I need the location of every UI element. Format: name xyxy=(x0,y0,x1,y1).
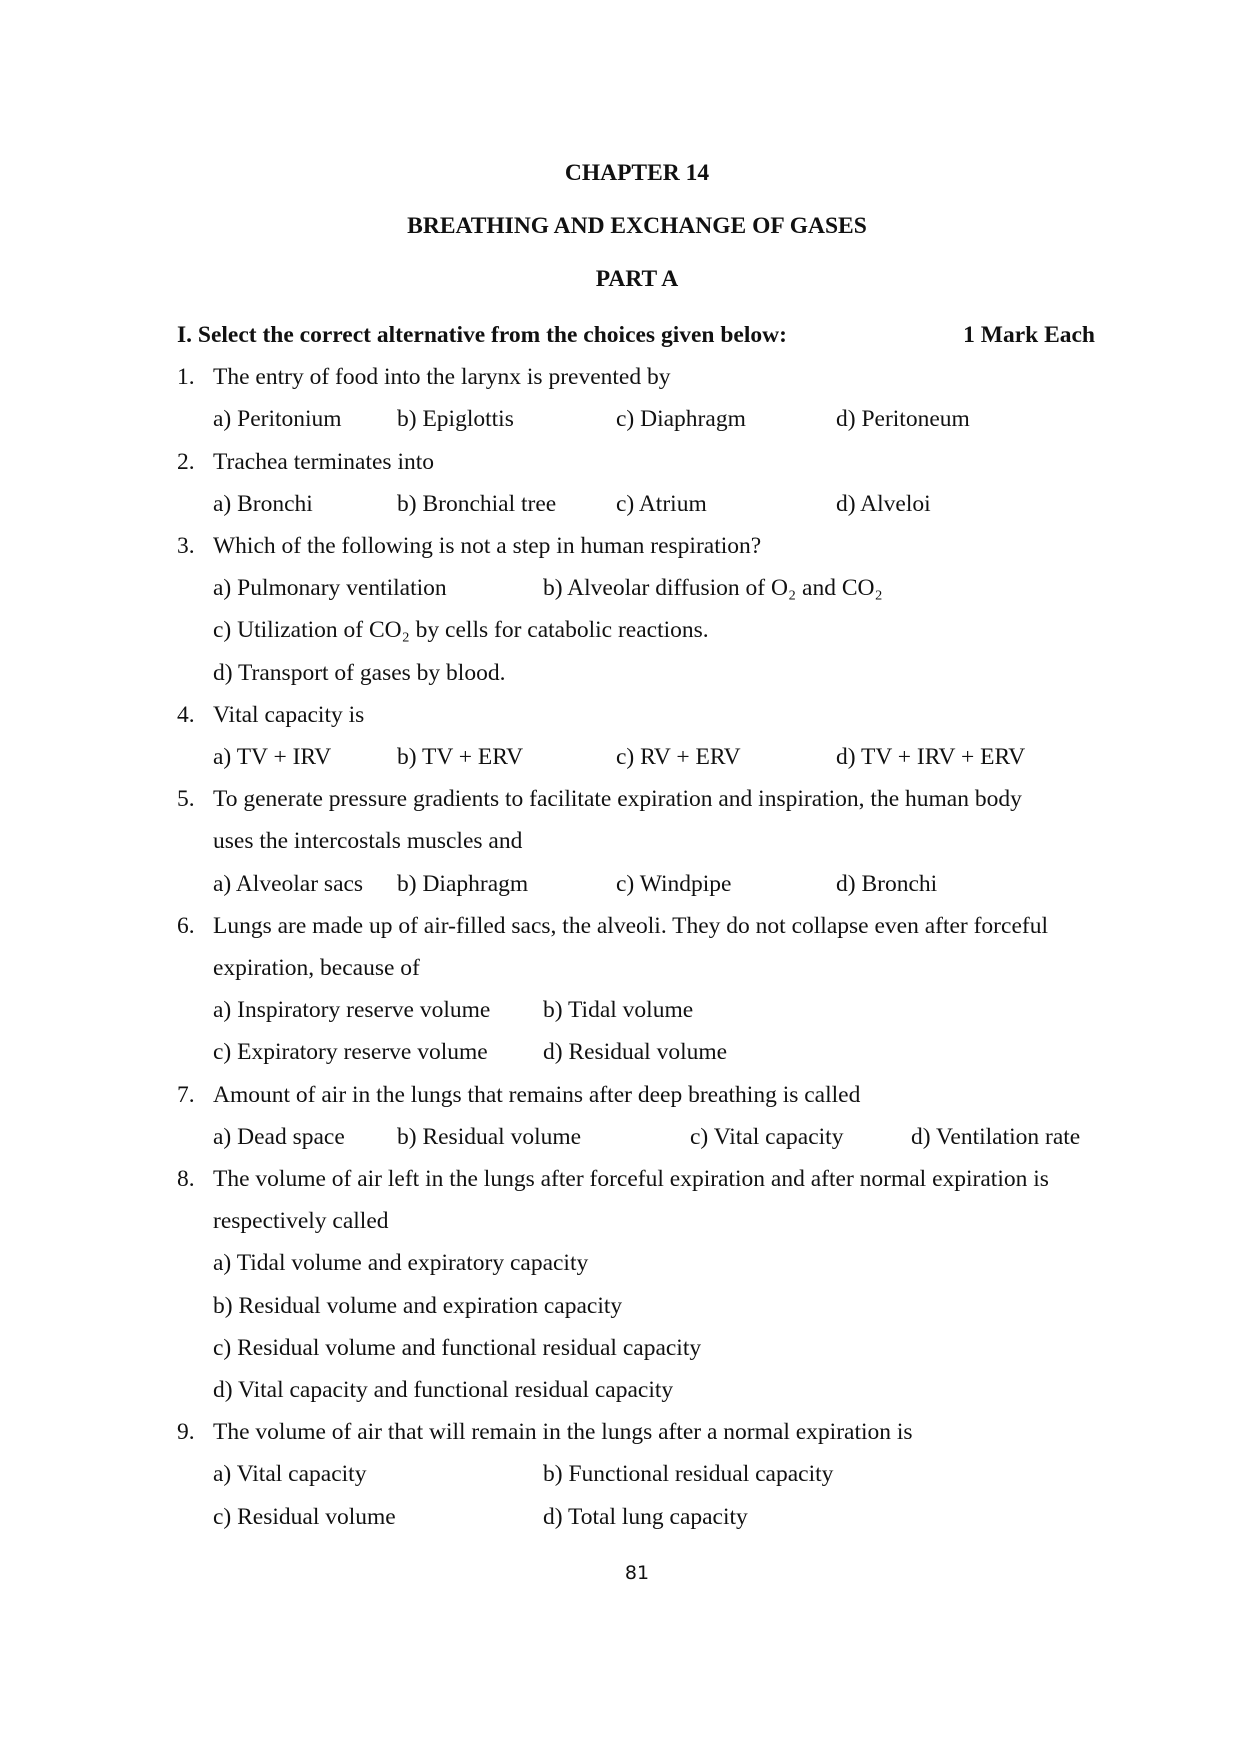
option: d) Residual volume xyxy=(543,1039,728,1065)
part-heading: PART A xyxy=(595,266,679,292)
chapter-number: CHAPTER 14 xyxy=(564,160,710,186)
option: a) Vital capacity xyxy=(213,1461,367,1487)
question-number: 1. xyxy=(177,364,195,390)
option: c) Residual volume and functional residual capacity xyxy=(213,1335,702,1361)
question-stem: respectively called xyxy=(213,1208,389,1234)
option: c) Residual volume xyxy=(213,1504,396,1530)
question-stem: The volume of air left in the lungs after forceful expiration and after normal expiration is xyxy=(213,1166,1049,1192)
option: c) Windpipe xyxy=(616,871,732,897)
option: b) Tidal volume xyxy=(543,997,694,1023)
question-stem: Lungs are made up of air-filled sacs, the alveoli. They do not collapse even after forceful xyxy=(213,913,1048,939)
question-stem: Amount of air in the lungs that remains after deep breathing is called xyxy=(213,1082,861,1108)
option: a) Inspiratory reserve volume xyxy=(213,997,491,1023)
option: a) Alveolar sacs xyxy=(213,871,364,897)
option: c) Expiratory reserve volume xyxy=(213,1039,488,1065)
option: c) Vital capacity xyxy=(690,1124,844,1150)
question-number: 2. xyxy=(177,449,195,475)
option: d) Ventilation rate xyxy=(911,1124,1081,1150)
question-number: 4. xyxy=(177,702,195,728)
option: b) Bronchial tree xyxy=(397,491,557,517)
question-stem: The volume of air that will remain in the lungs after a normal expiration is xyxy=(213,1419,913,1445)
option: c) Atrium xyxy=(616,491,707,517)
option: a) Peritonium xyxy=(213,406,342,432)
option: a) Tidal volume and expiratory capacity xyxy=(213,1250,589,1276)
page-number: 81 xyxy=(624,1562,650,1584)
question-stem: The entry of food into the larynx is prevented by xyxy=(213,364,671,390)
option: b) Alveolar diffusion of O₂ and CO₂ xyxy=(543,575,883,601)
question-number: 8. xyxy=(177,1166,195,1192)
question-stem: Trachea terminates into xyxy=(213,449,435,475)
option: d) TV + IRV + ERV xyxy=(836,744,1026,770)
option: d) Transport of gases by blood. xyxy=(213,660,506,686)
option: d) Peritoneum xyxy=(836,406,970,432)
question-stem: To generate pressure gradients to facilitate expiration and inspiration, the human body xyxy=(213,786,1022,812)
option: b) Epiglottis xyxy=(397,406,514,432)
section-instruction: I. Select the correct alternative from the choices given below: xyxy=(177,322,787,348)
option: b) Residual volume xyxy=(397,1124,582,1150)
marks-label: 1 Mark Each xyxy=(963,322,1095,348)
option: a) TV + IRV xyxy=(213,744,332,770)
option: b) Functional residual capacity xyxy=(543,1461,834,1487)
option: a) Dead space xyxy=(213,1124,345,1150)
option: c) Utilization of CO₂ by cells for catabolic reactions. xyxy=(213,617,709,643)
question-stem: expiration, because of xyxy=(213,955,420,981)
option: c) Diaphragm xyxy=(616,406,746,432)
chapter-title: BREATHING AND EXCHANGE OF GASES xyxy=(407,213,867,239)
option: b) Diaphragm xyxy=(397,871,529,897)
option: d) Total lung capacity xyxy=(543,1504,748,1530)
option: b) Residual volume and expiration capacity xyxy=(213,1293,623,1319)
question-stem: uses the intercostals muscles and xyxy=(213,828,523,854)
option: b) TV + ERV xyxy=(397,744,524,770)
option: a) Bronchi xyxy=(213,491,313,517)
question-stem: Vital capacity is xyxy=(213,702,365,728)
question-number: 3. xyxy=(177,533,195,559)
option: d) Bronchi xyxy=(836,871,938,897)
option: d) Vital capacity and functional residual capacity xyxy=(213,1377,674,1403)
question-number: 9. xyxy=(177,1419,195,1445)
option: a) Pulmonary ventilation xyxy=(213,575,447,601)
option: c) RV + ERV xyxy=(616,744,741,770)
question-number: 7. xyxy=(177,1082,195,1108)
question-number: 6. xyxy=(177,913,195,939)
option: d) Alveloi xyxy=(836,491,931,517)
question-stem: Which of the following is not a step in human respiration? xyxy=(213,533,762,559)
question-number: 5. xyxy=(177,786,195,812)
